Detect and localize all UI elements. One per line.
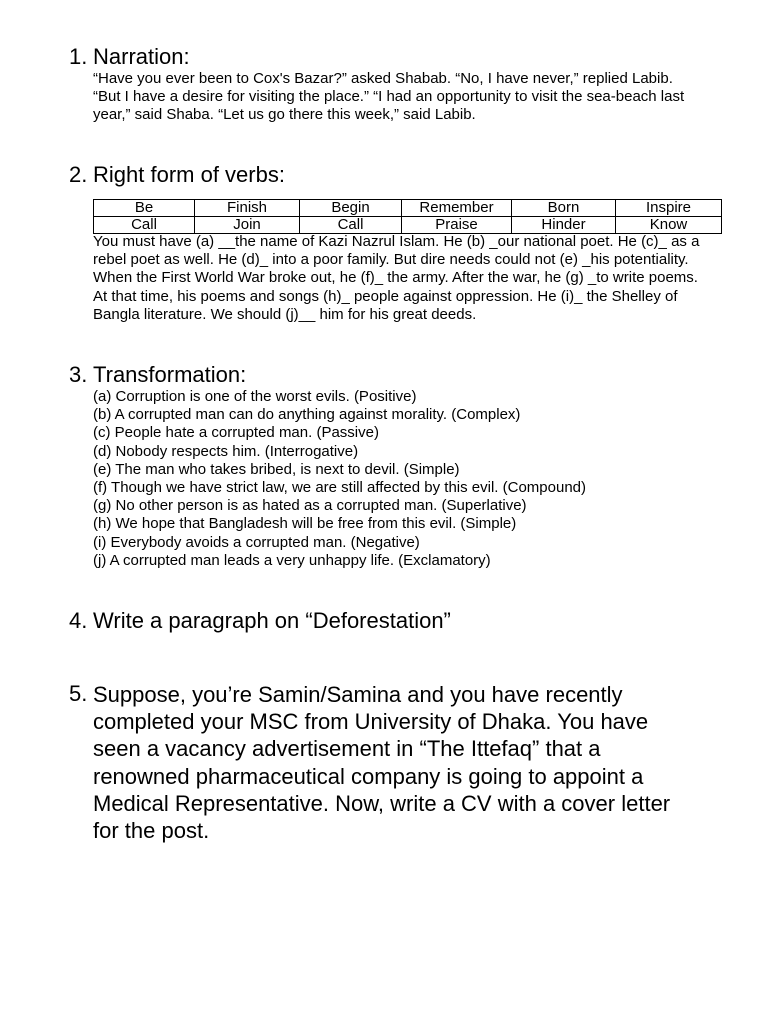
list-item: (h) We hope that Bangladesh will be free from this evil. (Simple) bbox=[93, 515, 517, 533]
table-cell: Know bbox=[616, 217, 722, 234]
table-cell: Call bbox=[300, 217, 402, 234]
question-number: 2. bbox=[69, 162, 88, 187]
question-title: Narration: bbox=[93, 44, 190, 69]
list-item: (g) No other person is as hated as a corrupted man. (Superlative) bbox=[93, 497, 527, 515]
transformation-list bbox=[93, 388, 725, 570]
table-cell: Praise bbox=[402, 217, 512, 234]
table-cell: Be bbox=[94, 200, 195, 217]
table-row bbox=[94, 217, 722, 234]
question-number: 5. bbox=[69, 681, 88, 706]
question-number: 3. bbox=[69, 362, 88, 387]
question-number: 1. bbox=[69, 44, 88, 69]
list-item: (c) People hate a corrupted man. (Passive) bbox=[93, 424, 379, 442]
table-cell: Remember bbox=[402, 200, 512, 217]
text-line: “Have you ever been to Cox's Bazar?” asked Shabab. “No, I have never,” replied Labib. bbox=[93, 70, 673, 87]
question-number: 4. bbox=[69, 608, 88, 633]
cv-task-passage bbox=[93, 681, 733, 844]
list-item: (d) Nobody respects him. (Interrogative) bbox=[93, 442, 359, 460]
table-row bbox=[94, 200, 722, 217]
list-item: (f) Though we have strict law, we are still affected by this evil. (Compound) bbox=[93, 479, 587, 497]
text-line: At that time, his poems and songs (h)_ people against oppression. He (i)_ the Shelley of bbox=[93, 287, 678, 305]
table-cell: Inspire bbox=[616, 200, 722, 217]
list-item: (i) Everybody avoids a corrupted man. (Negative) bbox=[93, 533, 420, 551]
question-title: Right form of verbs: bbox=[93, 162, 285, 187]
text-line: When the First World War broke out, he (f)_ the army. After the war, he (g) _to write poems. bbox=[93, 269, 698, 287]
list-item: (a) Corruption is one of the worst evils. (Positive) bbox=[93, 388, 417, 405]
text-line: Suppose, you’re Samin/Samina and you have recently bbox=[93, 682, 623, 707]
text-line: renowned pharmaceutical company is going to appoint a bbox=[93, 763, 644, 789]
verbs-table bbox=[93, 199, 722, 234]
list-item: (j) A corrupted man leads a very unhappy life. (Exclamatory) bbox=[93, 551, 491, 569]
text-line: completed your MSC from University of Dhaka. You have bbox=[93, 709, 649, 735]
text-line: seen a vacancy advertisement in “The Ittefaq” that a bbox=[93, 736, 601, 762]
table-cell: Finish bbox=[195, 200, 300, 217]
table-cell: Begin bbox=[300, 200, 402, 217]
narration-passage bbox=[93, 70, 725, 125]
table-cell: Born bbox=[512, 200, 616, 217]
text-line: Medical Representative. Now, write a CV with a cover letter bbox=[93, 790, 671, 816]
text-line: “But I have a desire for visiting the place.” “I had an opportunity to visit the sea-beach last bbox=[93, 88, 685, 106]
question-title: Write a paragraph on “Deforestation” bbox=[93, 608, 451, 633]
table-cell: Join bbox=[195, 217, 300, 234]
text-line: You must have (a) __the name of Kazi Nazrul Islam. He (b) _our national poet. He (c)_ as a bbox=[93, 233, 700, 250]
list-item: (e) The man who takes bribed, is next to devil. (Simple) bbox=[93, 460, 460, 478]
text-line: year,” said Shaba. “Let us go there this week,” said Labib. bbox=[93, 106, 476, 124]
question-title: Transformation: bbox=[93, 362, 247, 387]
table-cell: Hinder bbox=[512, 217, 616, 234]
text-line: rebel poet as well. He (d)_ into a poor family. But dire needs could not (e) _his potentiality. bbox=[93, 251, 689, 269]
text-line: Bangla literature. We should (j)__ him for his great deeds. bbox=[93, 305, 477, 323]
table-cell: Call bbox=[94, 217, 195, 234]
text-line: for the post. bbox=[93, 818, 210, 844]
list-item: (b) A corrupted man can do anything against morality. (Complex) bbox=[93, 406, 521, 424]
verbs-passage bbox=[93, 233, 725, 324]
